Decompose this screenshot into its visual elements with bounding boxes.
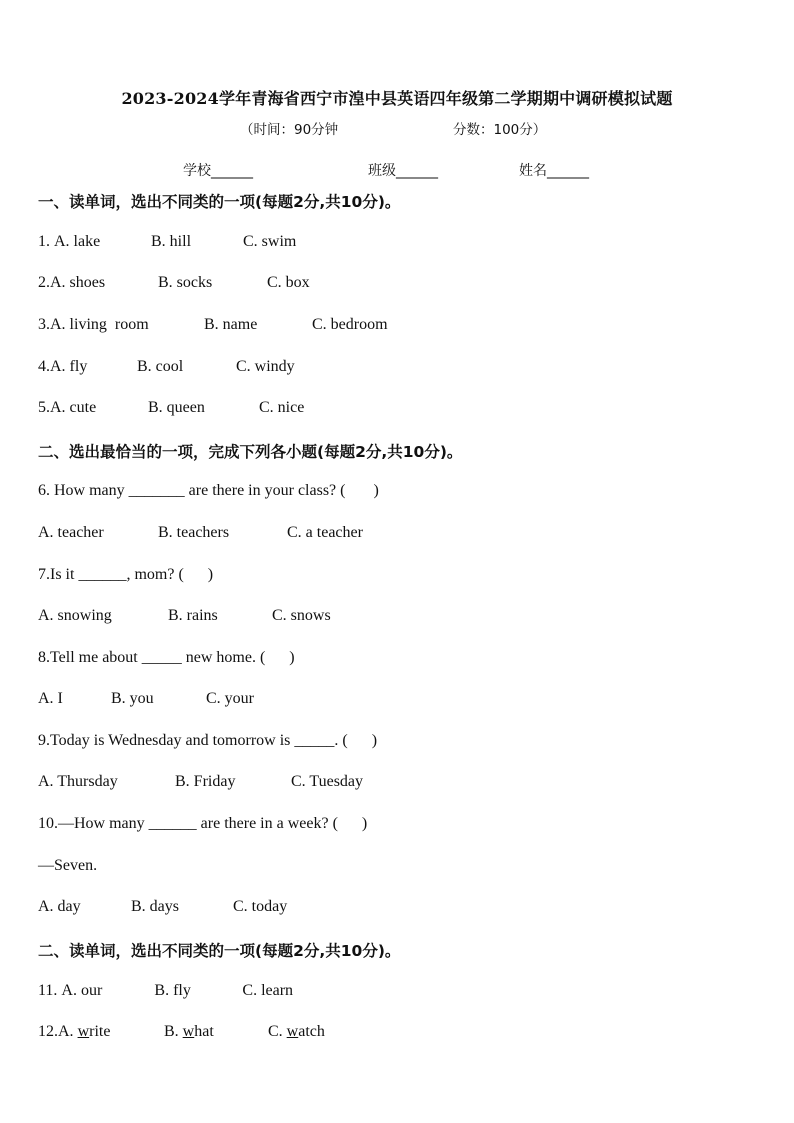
- question-3: [38, 316, 388, 334]
- question-12: [38, 1023, 325, 1041]
- question-number: 2.: [38, 274, 50, 291]
- option-b: B. teachers: [158, 524, 230, 541]
- option-b: B. Friday: [175, 773, 236, 790]
- question-number: 11.: [38, 982, 62, 999]
- option-b: B. name: [204, 316, 258, 333]
- question-number: 3.: [38, 316, 50, 333]
- question-7: 7.Is it ______, mom? ( ): [38, 566, 214, 583]
- option-c: C. Tuesday: [291, 773, 364, 790]
- class-field[interactable]: 班级______: [368, 163, 438, 179]
- option-c: C. learn: [242, 982, 294, 999]
- option-a: A. living room: [50, 316, 149, 333]
- question-number: 4.: [38, 358, 50, 375]
- question-8-options: [38, 690, 254, 708]
- question-4: [38, 358, 295, 376]
- question-number: 12.: [38, 1023, 58, 1040]
- question-2: [38, 274, 310, 292]
- option-b: B. you: [111, 690, 154, 707]
- option-a: A. day: [38, 898, 81, 915]
- question-5: [38, 399, 304, 417]
- underlined-letter: w: [286, 1023, 299, 1040]
- option-b: B. days: [131, 898, 179, 915]
- option-a: A. lake: [54, 233, 101, 250]
- question-10: 10.—How many ______ are there in a week? ( ): [38, 815, 368, 832]
- name-field[interactable]: 姓名______: [519, 163, 589, 179]
- question-10-reply: —Seven.: [38, 857, 98, 874]
- option-a: A. I: [38, 690, 63, 707]
- option-c: C. bedroom: [312, 316, 388, 333]
- question-1: [38, 233, 296, 251]
- option-c: C. your: [206, 690, 254, 707]
- page-title: 2023-2024学年青海省西宁市湟中县英语四年级第二学期期中调研模拟试题: [121, 89, 673, 108]
- time-limit: （时间：90分钟: [240, 122, 339, 138]
- question-9: 9.Today is Wednesday and tomorrow is _____. ( ): [38, 732, 378, 749]
- option-c: C. snows: [272, 607, 331, 624]
- section-heading-2: 二、选出最恰当的一项，完成下列各小题(每题2分,共10分)。: [38, 443, 463, 461]
- option-a: A. write: [58, 1023, 111, 1040]
- option-c: C. swim: [243, 233, 297, 250]
- question-9-options: [38, 773, 363, 791]
- question-number: 5.: [38, 399, 50, 416]
- underlined-letter: w: [182, 1023, 195, 1040]
- question-7-options: [38, 607, 331, 625]
- option-c: C. today: [233, 898, 288, 915]
- question-10-options: [38, 898, 287, 916]
- option-a: A. shoes: [50, 274, 106, 291]
- question-6-options: [38, 524, 363, 542]
- question-11: [38, 982, 293, 1000]
- section-heading-3: 二、读单词，选出不同类的一项(每题2分,共10分)。: [38, 942, 401, 960]
- option-b: B. fly: [154, 982, 191, 999]
- question-6: 6. How many _______ are there in your class? ( ): [38, 482, 379, 499]
- option-a: A. cute: [50, 399, 97, 416]
- option-c: C. nice: [259, 399, 305, 416]
- option-a: A. snowing: [38, 607, 112, 624]
- option-c: C. box: [267, 274, 310, 291]
- option-c: C. watch: [268, 1023, 325, 1040]
- option-b: B. cool: [137, 358, 184, 375]
- option-a: A. teacher: [38, 524, 104, 541]
- option-a: A. our: [61, 982, 103, 999]
- total-score: 分数：100分）: [453, 122, 547, 138]
- option-a: A. Thursday: [38, 773, 118, 790]
- option-b: B. queen: [148, 399, 205, 416]
- underlined-letter: w: [77, 1023, 90, 1040]
- option-b: B. rains: [168, 607, 218, 624]
- school-field[interactable]: 学校______: [183, 163, 253, 179]
- option-b: B. socks: [158, 274, 213, 291]
- option-b: B. what: [164, 1023, 214, 1040]
- option-b: B. hill: [151, 233, 192, 250]
- question-number: 1.: [38, 233, 54, 250]
- option-c: C. windy: [236, 358, 295, 375]
- question-8: 8.Tell me about _____ new home. ( ): [38, 649, 295, 666]
- section-heading-1: 一、读单词，选出不同类的一项(每题2分,共10分)。: [38, 193, 401, 211]
- option-c: C. a teacher: [287, 524, 363, 541]
- option-a: A. fly: [50, 358, 88, 375]
